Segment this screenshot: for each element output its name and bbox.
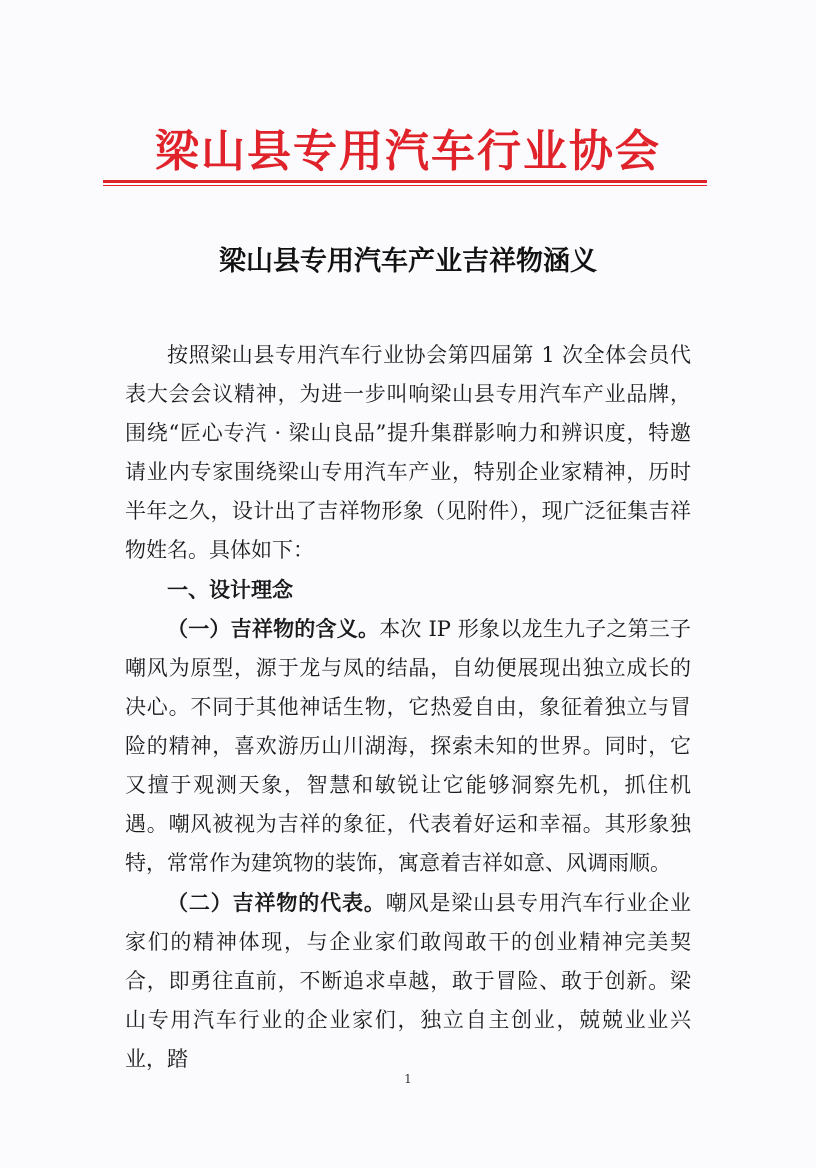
section-heading: 一、设计理念 — [167, 577, 293, 602]
letterhead-rule-thin — [103, 185, 707, 186]
item2-text: 嘲风是梁山县专用汽车行业企业家们的精神体现，与企业家们敢闯敢干的创业精神完美契合，即勇往直前，不断追求卓越，敢于冒险、敢于创新。梁山专用汽车行业的企业家们，独立自主创业，兢兢业业兴业，踏 — [125, 891, 692, 1071]
letterhead-rule-thick — [103, 180, 707, 183]
page-number: 1 — [404, 1072, 412, 1086]
document-body — [125, 336, 691, 1079]
item1-text: 本次 IP 形象以龙生九子之第三子嘲风为原型，源于龙与凤的结晶，自幼便展现出独立成长的决心。不同于其他神话生物，它热爱自由，象征着独立与冒险的精神，喜欢游历山川湖海，探索未知的世界。同时，它又擅于观测天象，智慧和敏锐让它能够洞察先机，抓住机遇。嘲风被视为吉祥的象征，代表着好运和幸福。其形象独特，常常作为建筑物的装饰，寓意着吉祥如意、风调雨顺。 — [125, 617, 692, 875]
item1-lead: （一）吉祥物的含义。 — [167, 616, 380, 641]
intro-paragraph: 按照梁山县专用汽车行业协会第四届第 1 次全体会员代表大会会议精神，为进一步叫响梁山县专用汽车产业品牌，围绕“匠心专汽 · 梁山良品”提升集群影响力和辨识度，特邀请业内专家围绕梁山专用汽车产业，特别企业家精神，历时半年之久，设计出了吉祥物形象（见附件），现广泛征集吉祥物姓名。具体如下： — [125, 343, 691, 562]
document-title: 梁山县专用汽车产业吉祥物涵义 — [219, 246, 597, 277]
organization-letterhead: 梁山县专用汽车行业协会 — [155, 126, 661, 177]
item2-paragraph — [125, 883, 691, 1079]
item2-lead: （二）吉祥物的代表。 — [167, 890, 386, 915]
item1-paragraph — [125, 609, 691, 883]
